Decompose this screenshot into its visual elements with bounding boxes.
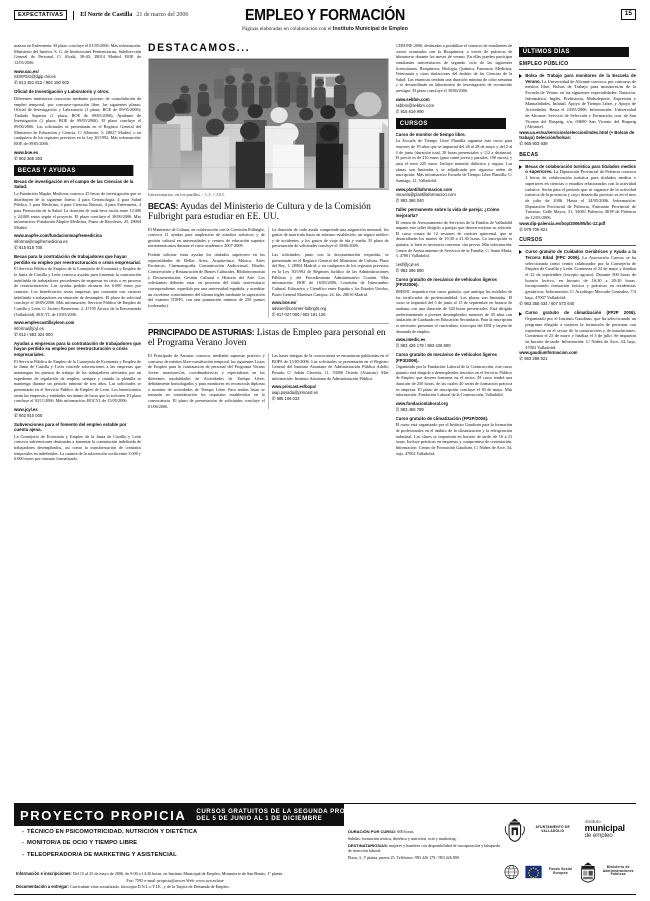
website-link[interactable]: www.plantillaformacion.com xyxy=(395,186,453,192)
phone-icon: ✆ xyxy=(395,343,400,349)
website-link[interactable]: www.sebbm.com xyxy=(395,96,430,102)
rail-entry xyxy=(519,73,636,130)
website-link[interactable]: www.fundacionlaboral.org xyxy=(395,400,448,406)
col1-continuation xyxy=(14,43,141,66)
phone-number xyxy=(519,141,636,147)
phone-value: 983 426 179 / 983 426 800 xyxy=(400,343,451,349)
min-line1: Ministerio de xyxy=(606,865,630,870)
item-body xyxy=(396,364,513,398)
paragraph: Organizado por la Fundación Laboral de la Construcción, este curso gratuito está dirigido a desempleados inscritos en el Servicio Público de Empleo que deseen formarse en el sector. El curso tendrá una duración de 250 horas, de las cuales 40 serán de formación práctica en empresa. El plazo de inscripción concluye el 30 de mayo. Más información: Fundación Laboral de la Construcción, Valladolid. xyxy=(395,364,513,398)
phone-number xyxy=(396,109,513,115)
photo-credit: / A.E. CARO xyxy=(202,192,225,197)
item-title: Becas para la contratación de trabajadores que hayan perdido su empleo por reestructuración o crisis empresarial. xyxy=(14,254,141,265)
item-body xyxy=(396,138,513,183)
phone-icon: ✆ xyxy=(14,155,18,161)
phone-number xyxy=(519,301,636,307)
section-header-becas-ayudas: BECAS Y AYUDAS xyxy=(14,165,133,175)
phone-icon: ✆ xyxy=(14,331,18,337)
rail-item xyxy=(519,73,636,147)
target-value: mujeres y hombres con disponibilidad de incorporación y búsqueda de inserción laboral. xyxy=(348,842,500,853)
ad-subtitle-line2: DEL 5 DE JUNIO AL 1 DE DICIEMBRE xyxy=(196,815,323,822)
item-title: Curso de monitor de tiempo libre. xyxy=(395,131,466,137)
bullet-dash-icon: - xyxy=(22,851,25,858)
photo-caption xyxy=(148,189,389,197)
info-label: Información e inscripciones: xyxy=(16,870,72,876)
phone-icon: ✆ xyxy=(395,198,400,204)
page-number: 15 xyxy=(621,9,636,20)
spain-crest-icon xyxy=(576,860,600,884)
paragraph: La dotación de cada ayuda comprende una asignación mensual, los gastos de matrícula hasta un máximo establecido, un seguro médico y de accidentes, y los gastos de viaje de ida y vuelta. El plazo de presentación de solicitudes concluye el 30/06/2006. xyxy=(271,226,389,249)
item-title: Taller permanente sobre la vida de pareja: ¿Cómo mejorarla? xyxy=(395,207,500,218)
phone-icon: ✆ xyxy=(14,412,18,418)
section-kicker: EXPECTATIVAS xyxy=(14,10,67,20)
im-line3: de empleo xyxy=(584,832,613,839)
phone-icon: ✆ xyxy=(519,356,524,362)
feature-headline-asturias xyxy=(148,328,389,349)
phone-value: 902 910 000 xyxy=(18,412,43,418)
im-logo xyxy=(585,820,625,839)
ad-logos xyxy=(500,807,638,894)
phone-icon: ✆ xyxy=(14,245,18,251)
headline-text: Listas de Empleo para personal en el Programa Verano Joven xyxy=(148,327,386,349)
publication-date: 21 de marzo del 2006 xyxy=(136,12,189,19)
phone-value: 913 351 812 / 902 150 002 xyxy=(18,80,70,86)
entry-text: La Asociación Cuevas se ha seleccionado como centro colaborador por la Consejería de Empleo de Castilla y León. Comienza el 22 de mayo y finaliza el 22 de septiembre (excepto agosto). Durante 500 horas de horario lectivo, en horario de 16:30 a 20:30 horas, incorporando formación teórica y prácticas en residencias geriátricas. Información: C/ Arzobispo Mercado Gonzalez, 7/4 bajo, 47007 Valladolid. xyxy=(525,254,636,300)
item-body xyxy=(14,359,141,404)
feature-headline-becas xyxy=(148,202,389,223)
docs-label: Documentación a entregar: xyxy=(16,884,70,890)
email-link[interactable]: informa@mapfremedicina.es xyxy=(14,239,68,245)
phone-value: 979 706 821 xyxy=(524,226,548,232)
paragraph: Podrán solicitar estas ayudas los titulados superiores en las especialidades de Bellas Artes, Arquitectura, Música, Artes Escénicas, Cinematografía, Comunicación Audiovisual, Diseño, Conservación y Restauración de Bienes Culturales, Biblioteconomía y Documentación, Gestión Cultural e Historia del Arte. Los solicitantes deberán estar en posesión del título universitario correspondiente, expedido por una universidad española, y acreditar un excelente conocimiento del idioma inglés mediante la superación del examen TOEFL con una puntuación mínima de 250 puntos (ordenador). xyxy=(148,252,265,308)
bullet-dash-icon: - xyxy=(22,829,25,835)
rail-entry xyxy=(519,164,636,221)
coat-of-arms-icon xyxy=(502,813,528,847)
phone-value: 915 818 700 xyxy=(18,245,43,251)
logo-caption xyxy=(603,866,634,877)
banner-ad-proyecto-propicia xyxy=(14,803,636,895)
paragraph: El curso está organizado por el Instituto Gaudium para la formación de profesionales en el ámbito de la climatización y la refrigeración industrial. Las clases se impartirán en horario de tarde, de 16 a 21 horas. Incluye prácticas en empresas y compromiso de contratación. Información: Centro de Formación Gaudium, C/ Núñez de Arce, 34, bajo, 47002 Valladolid. xyxy=(395,422,513,456)
column-left xyxy=(14,43,141,803)
min-line2: Administraciones xyxy=(602,868,634,873)
website-link[interactable]: www.sac.es/ xyxy=(14,68,39,74)
website-link[interactable]: www.boe.es xyxy=(14,149,39,155)
phone-icon: ✆ xyxy=(271,312,276,318)
website-link[interactable]: www.boe.es/ xyxy=(271,300,297,306)
phone-icon: ✆ xyxy=(395,406,400,412)
divider xyxy=(148,323,389,324)
subsection-empleo-publico: EMPLEO PÚBLICO xyxy=(519,60,636,70)
subsection-becas: BECAS xyxy=(519,151,636,161)
entry-text: La Universidad de Alicante convoca, por concurso de méritos libre, Bolsas de Trabajo para monitores/as de la Escuela de Verano en las siguientes especialidades: Natación, Informática, Inglés, Prehistoria, Multideporte, Expresión y Manualidades, Infantil, Apoyo de Tiempo Libre, y Apoyo de Actividades. Hasta el 24/05/2006. Información: Universidad de Alicante. Servicio de Selección y Formación, ctra. de San Vicente del Raspeig, s/n, 03690 San Vicente del Raspeig (Alicante). xyxy=(525,78,636,130)
destacamos-heading: DESTACAMOS... xyxy=(148,43,251,54)
website-link[interactable]: www.mapfre.com/fundacionmapfremedicina xyxy=(14,233,102,239)
phone-number xyxy=(14,332,141,338)
phone-number xyxy=(519,227,636,233)
phone-icon: ✆ xyxy=(519,300,524,306)
paragraph: El Principado de Asturias convoca, mediante supuesto práctico y concurso de méritos libre-constitución temporal, las siguientes Listas de Empleo para la contratación de personal del Programa Verano Joven: monitores/as, coordinadores/as y especialistas en las diferentes modalidades de Actividades de Tiempo Libre, debidamente homologados y para monitores en reconocida diploma o monitor de actividades de Tiempo Libre. Para ambas listas se tomarán en consideración los requisitos establecidos en la convocatoria. El plazo de presentación de solicitudes concluye el 01/06/2006. xyxy=(148,352,265,409)
phone-number xyxy=(272,312,389,318)
page-subtitle xyxy=(14,26,636,32)
ad-inner xyxy=(14,804,636,894)
phone-value: 983 355 434 / 607 573 640 xyxy=(524,300,575,306)
column-right-rail xyxy=(519,43,636,803)
item-title: Curso gratuito de mecánico de vehículos ligeros (FP3/2006). xyxy=(395,351,497,363)
im-line2: municipal xyxy=(584,823,625,833)
im-line1: instituto xyxy=(584,818,601,824)
item-body xyxy=(14,96,141,147)
phone-value: 915 619 990 xyxy=(400,108,424,114)
paragraph: El centro de Asesoramiento de Servicios de la Familia de Valladolid imparte este taller dirigido a parejas que deseen mejorar su relación. El curso consta de 12 sesiones de carácter quincenal, que se desarrollarán los martes de 19:30 a 21:30 horas. La inscripción es gratuita, si bien es necesario concertar cita previa. Más información: Centro de Asesoramiento de Servicios de la Familia, C/ Santa María, 3, 47001 Valladolid. xyxy=(395,219,513,259)
phone-number xyxy=(396,407,513,413)
subtitle-prefix: Páginas elaboradas en colaboración con el xyxy=(242,26,333,32)
item-title: Oficial de Investigación y Laboratorio y otros. xyxy=(14,89,110,95)
entry-title: Becas de colaboración turística para titulados medios o superiores. xyxy=(525,163,636,175)
email-link[interactable]: iaap.posada@princast.es xyxy=(271,390,318,396)
paragraph: matura en Enfermería. El plazo concluye el 01/05/2006. Más información: Ministerio del Interior, S. G. de Instituciones Penitenciarias, Subdirección General de Personal, C/ Alcalá, 38-40, 28014 Madrid. BOE de 12/05/2006. xyxy=(14,43,141,65)
eu-flag-icon xyxy=(524,859,543,885)
paragraph: La Fundación Mapfre Medicina convoca 25 becas de investigación que se distribuyen de la siguiente forma: 4 para Gerontología, 4 para Salud Pública, 5 para Medicina, 4 para Ciencias Básicas, 4 para Enfermería, 4 para Promoción de la Salud. La dotación de cada beca oscila entre 12.000 y 24.000 euros según el proyecto. El plazo concluye el 30/06/2006. Más información: Fundación Mapfre Medicina, Paseo de Recoletos, 25, 28004 Madrid. xyxy=(14,190,141,230)
phone-icon: ✆ xyxy=(14,80,18,86)
masthead xyxy=(14,8,636,38)
feature-story-asturias xyxy=(148,353,389,409)
paragraph: IMEDIC impartirá este curso gratuito, que anticipa los módulos de los certificados de profesionalidad. Las plazas son limitadas. El curso se impartirá del 5 de junio al 15 de septiembre en horario de mañana, con una duración de 320 horas presenciales. Está dirigido preferentemente a jóvenes desempleados menores de 30 años con titulación de Graduado en Educación Secundaria. Para la inscripción es necesario presentar el currículum, fotocopia del DNI y tarjeta de demanda de empleo. xyxy=(395,289,513,334)
email-link[interactable]: sebbm@sebbm.com xyxy=(395,102,434,108)
logo-caption: Fondo Social Europeo xyxy=(548,866,573,875)
ad-course-list xyxy=(14,826,344,858)
rail-item xyxy=(519,249,636,306)
phone-number xyxy=(396,343,513,349)
column-cursos xyxy=(396,43,513,803)
subsection-cursos: CURSOS xyxy=(519,237,636,247)
phone-number xyxy=(14,413,141,419)
course-label: MONITOR/A DE OCIO Y TIEMPO LIBRE xyxy=(27,840,138,847)
paragraph: Las bases íntegras de la convocatoria se encuentran publicadas en el BOPA de 15/05/2006. Las solicitudes se presentarán en el Registro General del Instituto Asturiano de Administración Pública Adolfo Posada, C/ Julián Clavería, 11, 33006 Oviedo (Asturias). Más información: Instituto Asturiano de Administración Pública. xyxy=(271,352,389,381)
entry-title: Bolsa de Trabajo para monitores de la Escuela de Verano. xyxy=(525,72,636,84)
docs-value: Currículum vitae actualizado, fotocopia D.N.I. o T.I.E., y de la Tarjeta de Demanda de Empleo. xyxy=(70,884,230,890)
ad-target xyxy=(348,843,500,854)
website-link[interactable]: www.princast.es/bopa/ xyxy=(271,384,316,390)
min-line3: Públicas xyxy=(610,872,626,877)
paragraph: El Servicio Público de Empleo de la Consejería de Economía y Empleo de la Junta de Castilla y León concede subvenciones a las empresas que mantengan los puestos de trabajo de los trabajadores afectados por un expediente de regulación de empleo, siempre y cuando la plantilla se mantenga durante un periodo mínimo de tres años. Las solicitudes se presentarán en el Servicio Público de Empleo de León. Los beneficiarios serán las empresas y entidades sin ánimo de lucro que lo soliciten. El plazo concluye el 30/11/2006. Más información: BOCYL de 15/05/2006. xyxy=(14,358,141,404)
website-link[interactable]: www.dip-palencia.es/bop/2006/05/bc-12.pdf xyxy=(519,220,606,226)
content-grid xyxy=(14,43,636,803)
phone-value: 902 365 303 xyxy=(18,155,43,161)
ad-address: Plaza, 3, 1ª planta, puerta 25. Teléfonos: 983 426 179 / 983 426 800 xyxy=(348,854,459,860)
phone-number xyxy=(396,198,513,204)
col4-continuation xyxy=(396,43,513,94)
newspaper-name: El Norte de Castilla xyxy=(80,10,133,18)
email-link[interactable]: SGIIPSG@dgip.mir.es xyxy=(14,74,56,80)
phone-value: 983 456 789 xyxy=(400,406,424,412)
phone-value: 983 396 690 xyxy=(400,267,424,273)
email-link[interactable]: escuela@plantillaformacion.com xyxy=(395,192,456,198)
ad-titlebar xyxy=(14,804,407,826)
ad-subtitle-line1: CURSOS GRATUITOS DE LA SEGUNDA PROGRAMACIÓN 2006 xyxy=(196,807,407,815)
paragraph: La Escuela de Tiempo Libre Plantilla organiza este curso para mayores de 18 años que se impartirá del 26 al 28 de mayo y del 2 al 4 de junio (duración total, 38 horas presenciales y 112 a distancia). El precio es de 210 euros (para carné joven y parados, 190 euros), y para el resto 225 euros. Incluye material didáctico y seguro. Las plazas son limitadas y se adjudicarán por riguroso orden de inscripción. Más información: Escuela de Tiempo Libre Plantilla, C/ Santiago, 21, Valladolid. xyxy=(395,138,513,183)
paragraph: La Consejería de Economía y Empleo de la Junta de Castilla y León convoca subvenciones destinadas a fomentar la contratación indefinida de trabajadores desempleados, así como la transformación de contratos temporales en indefinidos. La cuantía de la subvención oscila entre 3.000 y 6.000 euros por contrato formalizado. xyxy=(14,433,141,462)
headline-tag: BECAS: xyxy=(148,201,179,211)
ad-duration xyxy=(348,829,500,834)
ad-course-item xyxy=(22,841,340,847)
globe-icon xyxy=(502,859,521,885)
item-title: Becas de investigación en el campo de las Ciencias de la Salud. xyxy=(14,178,134,190)
item-body xyxy=(14,191,141,230)
phone-number xyxy=(14,80,141,86)
item-title: Curso gratuito de climatización (FP2P/2006). xyxy=(395,415,489,421)
entry-text: La Diputación Provincial de Palencia convoca 2 becas de colaboración turística para titulados medios o superiores en ciencias o estudios relacionados con la actividad turística. Serán para el periodo que se organice de la actividad turística de la provincia y cuyo desarrollo previsto es en el mes de julio de 2006. Hasta el 24/05/2006. Información: Diputación Provincial de Palencia, Patronato Provincial de Turismo, Calle Mayor, 31, 34001 Palencia. BOP de Palencia de 12/05/2006. xyxy=(525,169,636,221)
feature-photo xyxy=(148,58,389,189)
phone-value: 985 106 033 xyxy=(276,396,300,402)
website-link[interactable]: www.imedic.es xyxy=(395,337,426,343)
phone-value: 983 366 040 xyxy=(400,198,424,204)
item-body xyxy=(14,434,141,462)
phone-icon: ✆ xyxy=(271,396,276,402)
duration-value: 600 horas. xyxy=(397,829,415,834)
phone-icon: ✆ xyxy=(395,267,400,273)
ad-right xyxy=(344,804,638,894)
email-link[interactable]: informa@jcyl.es xyxy=(14,326,44,332)
rail-item xyxy=(519,310,636,362)
caption-text: Universitarios, en los pasillos. xyxy=(148,191,202,197)
feature-photo-wrap xyxy=(148,58,389,197)
phone-icon: ✆ xyxy=(395,108,400,114)
item-title: Subvenciones para el fomento del empleo estable por cuenta ajena. xyxy=(14,421,127,433)
duration-label: DURACIÓN POR CURSO: xyxy=(348,829,397,834)
info-value: Del 15 al 25 de mayo de 2006, de 9:00 a 14:30 horas, en Instituto Municipal de Empleo, Monasterio de San Benito, 1ª planta. xyxy=(72,870,284,876)
rail-entry xyxy=(519,310,636,350)
ad-details xyxy=(348,807,500,894)
entry-title: Curso gratuito de Cuidados Geriátricos y Ayuda a la Tercera Edad (FPC 2006). xyxy=(525,249,636,260)
section-header-cursos: CURSOS xyxy=(396,118,506,128)
logo-fse-group xyxy=(502,859,575,885)
email-link[interactable]: adviser@ucsinter-fulbright.org xyxy=(271,306,327,312)
item-body xyxy=(396,220,513,259)
phone-value: 917 027 000 / 902 191 126 xyxy=(276,312,326,318)
phone-number xyxy=(14,245,141,251)
item-body xyxy=(14,266,141,317)
paragraph: Las solicitudes, junto con la documentación requerida, se presentarán en el Registro General del Ministerio de Cultura, Plaza del Rey, 1, 28004 Madrid, o en cualquiera de los registros previstos en la Ley 30/1992 de Régimen Jurídico de las Administraciones Públicas y del Procedimiento Administrativo Común. Más información: BOE de 16/05/2006, Comisión de Intercambio Cultural, Educativo y Científico entre España y los Estados Unidos, Paseo General Martínez Campos, 24, bis, 28010 Madrid. xyxy=(271,252,389,297)
logo-ministerio xyxy=(576,860,634,884)
paragraph: El Servicio Público de Empleo de la Consejería de Economía y Empleo de la Junta de Castilla y León convoca ayudas para fomentar la contratación indefinida de trabajadores procedentes de empresas en crisis o en proceso de reestructuración. Las ayudas podrán alcanzar los 6.000 euros por contrato. Los beneficiarios serán empresas que contraten con carácter indefinido a trabajadores en situación de desempleo. El plazo de solicitud concluye el 30/09/2006. Más información: Servicio Público de Empleo de Castilla y León, C/ Jacinto Benavente, 2, 47195 Arroyo de la Encomienda (Valladolid). BOCYL de 10/05/2006. xyxy=(14,266,141,317)
item-body xyxy=(396,422,513,456)
bullet-dash-icon: - xyxy=(22,840,25,847)
item-title: Curso gratuito de mecánico de vehículos ligeros (FP2/2006). xyxy=(395,276,497,288)
item-title: Ayudas a empresas para la contratación de trabajadores que hayan perdido su empleo por reestructuración o crisis empresariales. xyxy=(14,340,141,358)
phone-number xyxy=(396,268,513,274)
target-label: DESTINATARIOS/AS: xyxy=(348,842,389,848)
phone-number xyxy=(519,356,636,362)
masthead-divider xyxy=(73,11,74,20)
paragraph: El Ministerio de Cultura, en colaboración con la Comisión Fulbright, convoca 11 ayudas para ampliación de estudios artísticos y de gestión cultural en universidades y centros de educación superior norteamericanos durante el curso académico 2007-2008. xyxy=(148,226,265,249)
ad-title: PROYECTO PROPICIA xyxy=(20,807,187,823)
feature-block xyxy=(148,43,389,803)
phone-value: 965 903 939 xyxy=(524,141,548,147)
headline-tag: PRINCIPADO DE ASTURIAS: xyxy=(148,327,255,337)
feature-story-becas xyxy=(148,227,389,318)
phone-number xyxy=(14,156,141,162)
entry-text: Organizado por el Instituto Gaudium, que ha seleccionado un programa dirigido a mejorar la formación de personas con experiencia en el sector de la construcción y de instalaciones. Comienza el 25 de mayo y finaliza el 5 de julio. Se impartirá en horario de tarde. Información: C/ Núñez de Arce, 34, bajo, 47002 Valladolid. xyxy=(525,316,636,350)
course-label: TELEOPERADOR/A DE MARKETING Y ASISTENCIAL xyxy=(27,851,177,858)
logo-ayuntamiento xyxy=(502,813,575,847)
logo-caption: AYUNTAMIENTO DE VALLADOLID xyxy=(535,824,570,833)
rail-item xyxy=(519,164,636,233)
phone-icon: ✆ xyxy=(519,141,524,147)
phone-value: 012 / 983 324 000 xyxy=(18,331,53,337)
paragraph: Diferentes ministerios convocan mediante proceso de consolidación de empleo temporal, por concurso-oposición libre, las siguientes plazas: Oficial de Investigación y Laboratorio (1 plaza; BOE de 09/05/2006); Titulado Superior (1 plaza; BOE de 09/05/2006); Ayudante de Investigación (1 plaza; BOE de 09/05/2006). El plazo concluye el 09/06/2006. Las solicitudes se presentarán en el Registro General del Ministerio de Educación y Ciencia, C/ Albacete, 5, 28027 Madrid, o en cualquiera de los registros previstos en la Ley 30/1992. Más información: BOE de 09/05/2006. xyxy=(14,95,141,146)
section-header-ultimos-dias: ÚLTIMOS DÍAS xyxy=(519,47,629,57)
website-link[interactable]: www.jcyl.es xyxy=(14,406,38,412)
contact-value: Fax: 7595 e-mail: propicia@ava.es Web: www.ava.es/ime xyxy=(126,877,224,883)
masthead-left xyxy=(14,8,188,20)
logo-instituto-municipal xyxy=(585,820,625,839)
website-link[interactable]: www.ua.es/va/servicios/seleccion/index.html (+ Bolsas de trabajo) Selección/bolsas: xyxy=(519,130,635,141)
headline-text: Ayudas del Ministerio de Cultura y de la Comisión Fulbright para estudiar en EE. UU. xyxy=(148,201,371,223)
item-body xyxy=(396,289,513,334)
ad-duration-sub: Salidas: formación teórica, dietética y nutrición, ocio y marketing. xyxy=(348,835,457,841)
paragraph: CERONE 2006, destinadas a posibilitar el contacto de estudiantes de cursos avanzados con la Bioquímica, a través de prácticas de laboratorio durante los meses de verano. En ellas pueden participar estudiantes universitarios de segundo ciclo de las siguientes licenciaturas: Bioquímica, Biología, Química, Farmacia, Medicina, Veterinaria y otras titulaciones del ámbito de las Ciencias de la Salud. Las estancias tendrán una duración mínima de ocho semanas y se desarrollarán en laboratorios de investigación de reconocido prestigio. El plazo concluye el 30/06/2006. xyxy=(395,43,513,94)
rail-entry xyxy=(519,249,636,300)
course-label: TÉCNICO EN PSICOMOTRICIDAD, NUTRICIÓN Y DIETÉTICA xyxy=(27,829,198,835)
entry-title: Curso gratuito de climatización (FP2P 2006). xyxy=(525,310,636,316)
website-link[interactable]: www.gaudiumformacion.com xyxy=(519,350,578,356)
email-link[interactable]: cesf@jcyl.es xyxy=(395,261,420,267)
ad-course-item xyxy=(22,830,340,836)
ad-course-item xyxy=(22,853,340,859)
phone-number xyxy=(272,396,389,402)
subtitle-org: Instituto Municipal de Empleo xyxy=(332,26,408,32)
page-title: EMPLEO Y FORMACIÓN xyxy=(244,7,406,24)
website-link[interactable]: www.empleocastillayleon.com xyxy=(14,320,75,326)
phone-value: 983 296 921 xyxy=(524,356,548,362)
phone-icon: ✆ xyxy=(519,226,524,232)
